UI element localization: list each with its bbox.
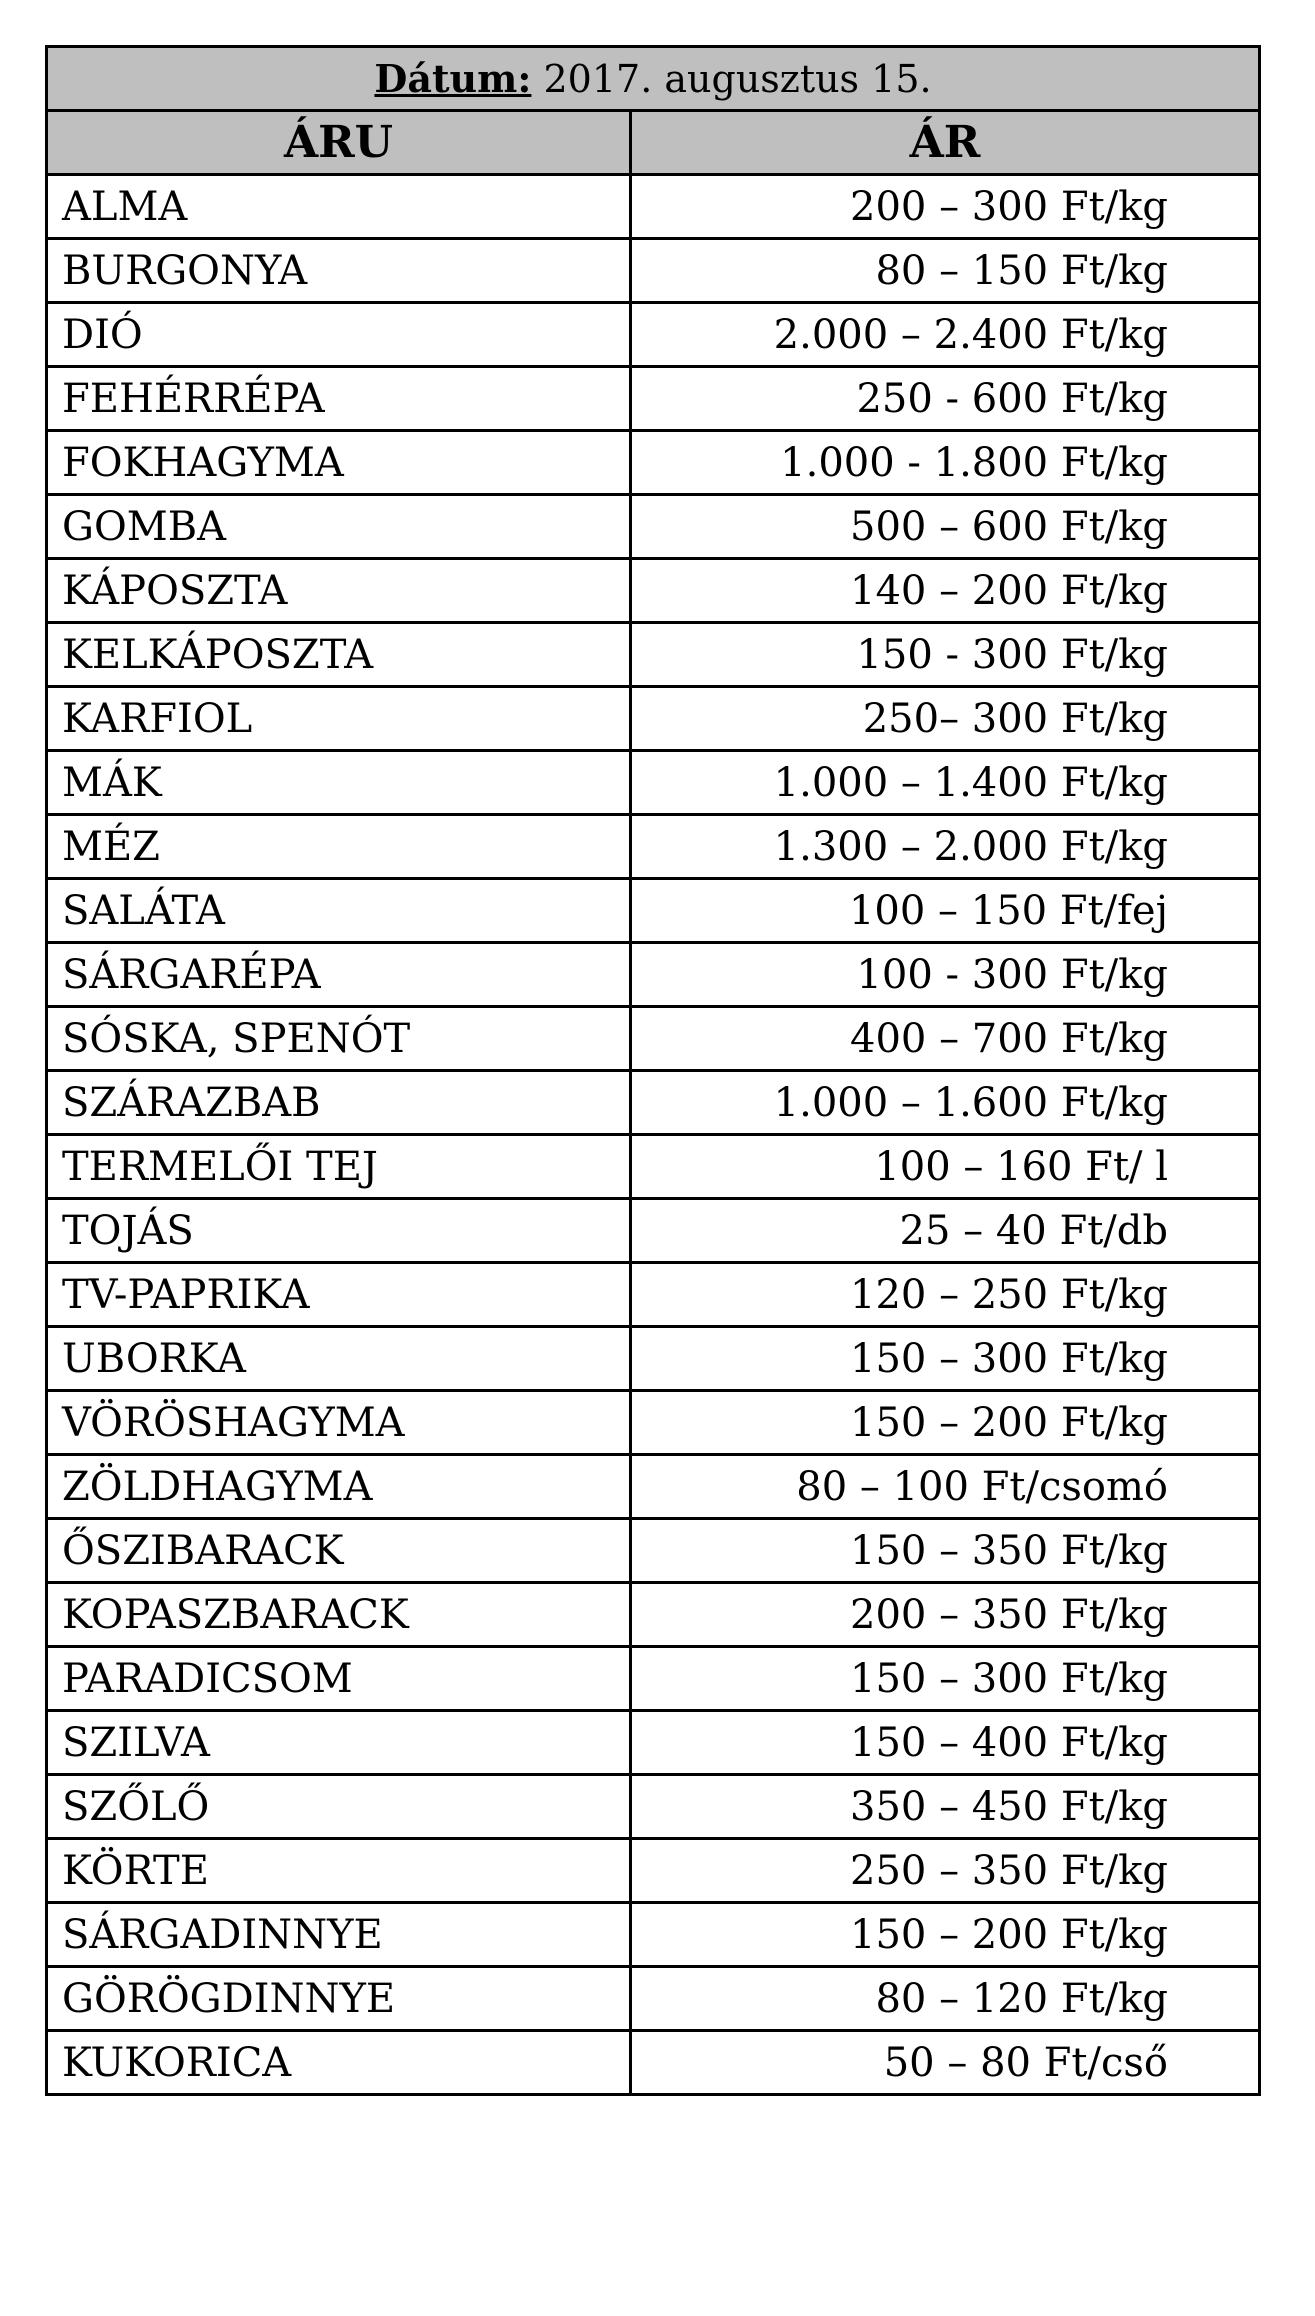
table-row xyxy=(47,815,1260,879)
table-row xyxy=(47,1903,1260,1967)
table-row xyxy=(47,303,1260,367)
table-row xyxy=(47,943,1260,1007)
table-row xyxy=(47,879,1260,943)
item-price: 200 – 350 Ft/kg xyxy=(631,1583,1260,1647)
item-name: SÁRGADINNYE xyxy=(47,1903,631,1967)
item-name: BURGONYA xyxy=(47,239,631,303)
item-name: MÉZ xyxy=(47,815,631,879)
item-price: 150 – 400 Ft/kg xyxy=(631,1711,1260,1775)
item-name: ALMA xyxy=(47,175,631,239)
table-row xyxy=(47,1775,1260,1839)
item-price: 1.300 – 2.000 Ft/kg xyxy=(631,815,1260,879)
item-name: KOPASZBARACK xyxy=(47,1583,631,1647)
item-name: KÁPOSZTA xyxy=(47,559,631,623)
item-name: SALÁTA xyxy=(47,879,631,943)
item-name: TOJÁS xyxy=(47,1199,631,1263)
item-price: 2.000 – 2.400 Ft/kg xyxy=(631,303,1260,367)
item-price: 150 – 300 Ft/kg xyxy=(631,1647,1260,1711)
item-price: 140 – 200 Ft/kg xyxy=(631,559,1260,623)
column-header-item: ÁRU xyxy=(47,111,631,175)
item-price: 150 – 200 Ft/kg xyxy=(631,1391,1260,1455)
table-row xyxy=(47,1583,1260,1647)
item-name: ZÖLDHAGYMA xyxy=(47,1455,631,1519)
table-row xyxy=(47,1263,1260,1327)
table-row xyxy=(47,2031,1260,2095)
item-name: KARFIOL xyxy=(47,687,631,751)
column-header-price: ÁR xyxy=(631,111,1260,175)
item-price: 250– 300 Ft/kg xyxy=(631,687,1260,751)
item-price: 100 – 150 Ft/fej xyxy=(631,879,1260,943)
price-rows xyxy=(47,175,1260,2095)
item-name: GOMBA xyxy=(47,495,631,559)
table-row xyxy=(47,1391,1260,1455)
item-name: TV-PAPRIKA xyxy=(47,1263,631,1327)
item-name: SZILVA xyxy=(47,1711,631,1775)
item-name: FEHÉRRÉPA xyxy=(47,367,631,431)
table-row xyxy=(47,1071,1260,1135)
table-row xyxy=(47,623,1260,687)
item-price: 150 – 300 Ft/kg xyxy=(631,1327,1260,1391)
date-cell xyxy=(47,47,1260,111)
item-name: SZŐLŐ xyxy=(47,1775,631,1839)
item-price: 120 – 250 Ft/kg xyxy=(631,1263,1260,1327)
item-name: DIÓ xyxy=(47,303,631,367)
table-row xyxy=(47,1519,1260,1583)
table-row xyxy=(47,751,1260,815)
item-name: MÁK xyxy=(47,751,631,815)
date-label: Dátum: xyxy=(374,56,532,101)
item-price: 150 – 350 Ft/kg xyxy=(631,1519,1260,1583)
item-price: 50 – 80 Ft/cső xyxy=(631,2031,1260,2095)
table-row xyxy=(47,175,1260,239)
item-name: SZÁRAZBAB xyxy=(47,1071,631,1135)
item-name: ŐSZIBARACK xyxy=(47,1519,631,1583)
item-name: GÖRÖGDINNYE xyxy=(47,1967,631,2031)
item-name: SÁRGARÉPA xyxy=(47,943,631,1007)
item-price: 1.000 - 1.800 Ft/kg xyxy=(631,431,1260,495)
item-name: KUKORICA xyxy=(47,2031,631,2095)
item-price: 350 – 450 Ft/kg xyxy=(631,1775,1260,1839)
table-row xyxy=(47,559,1260,623)
item-price: 100 - 300 Ft/kg xyxy=(631,943,1260,1007)
item-name: VÖRÖSHAGYMA xyxy=(47,1391,631,1455)
table-row xyxy=(47,1135,1260,1199)
item-name: SÓSKA, SPENÓT xyxy=(47,1007,631,1071)
table-row xyxy=(47,239,1260,303)
table-row xyxy=(47,1199,1260,1263)
item-name: PARADICSOM xyxy=(47,1647,631,1711)
table-row xyxy=(47,1455,1260,1519)
item-name: KÖRTE xyxy=(47,1839,631,1903)
table-row xyxy=(47,1327,1260,1391)
item-price: 500 – 600 Ft/kg xyxy=(631,495,1260,559)
item-price: 100 – 160 Ft/ l xyxy=(631,1135,1260,1199)
item-price: 200 – 300 Ft/kg xyxy=(631,175,1260,239)
item-name: TERMELŐI TEJ xyxy=(47,1135,631,1199)
item-price: 250 - 600 Ft/kg xyxy=(631,367,1260,431)
table-row xyxy=(47,687,1260,751)
item-name: KELKÁPOSZTA xyxy=(47,623,631,687)
item-price: 400 – 700 Ft/kg xyxy=(631,1007,1260,1071)
table-row xyxy=(47,431,1260,495)
item-price: 80 – 120 Ft/kg xyxy=(631,1967,1260,2031)
item-price: 250 – 350 Ft/kg xyxy=(631,1839,1260,1903)
column-header-row xyxy=(47,111,1260,175)
table-row xyxy=(47,1711,1260,1775)
item-name: FOKHAGYMA xyxy=(47,431,631,495)
item-name: UBORKA xyxy=(47,1327,631,1391)
table-row xyxy=(47,1647,1260,1711)
table-row xyxy=(47,1839,1260,1903)
price-table xyxy=(45,45,1261,2096)
date-value: 2017. augusztus 15. xyxy=(531,57,932,101)
item-price: 80 – 100 Ft/csomó xyxy=(631,1455,1260,1519)
item-price: 1.000 – 1.400 Ft/kg xyxy=(631,751,1260,815)
item-price: 150 - 300 Ft/kg xyxy=(631,623,1260,687)
item-price: 25 – 40 Ft/db xyxy=(631,1199,1260,1263)
date-row xyxy=(47,47,1260,111)
table-row xyxy=(47,1007,1260,1071)
item-price: 80 – 150 Ft/kg xyxy=(631,239,1260,303)
item-price: 1.000 – 1.600 Ft/kg xyxy=(631,1071,1260,1135)
table-row xyxy=(47,1967,1260,2031)
item-price: 150 – 200 Ft/kg xyxy=(631,1903,1260,1967)
table-row xyxy=(47,367,1260,431)
table-row xyxy=(47,495,1260,559)
